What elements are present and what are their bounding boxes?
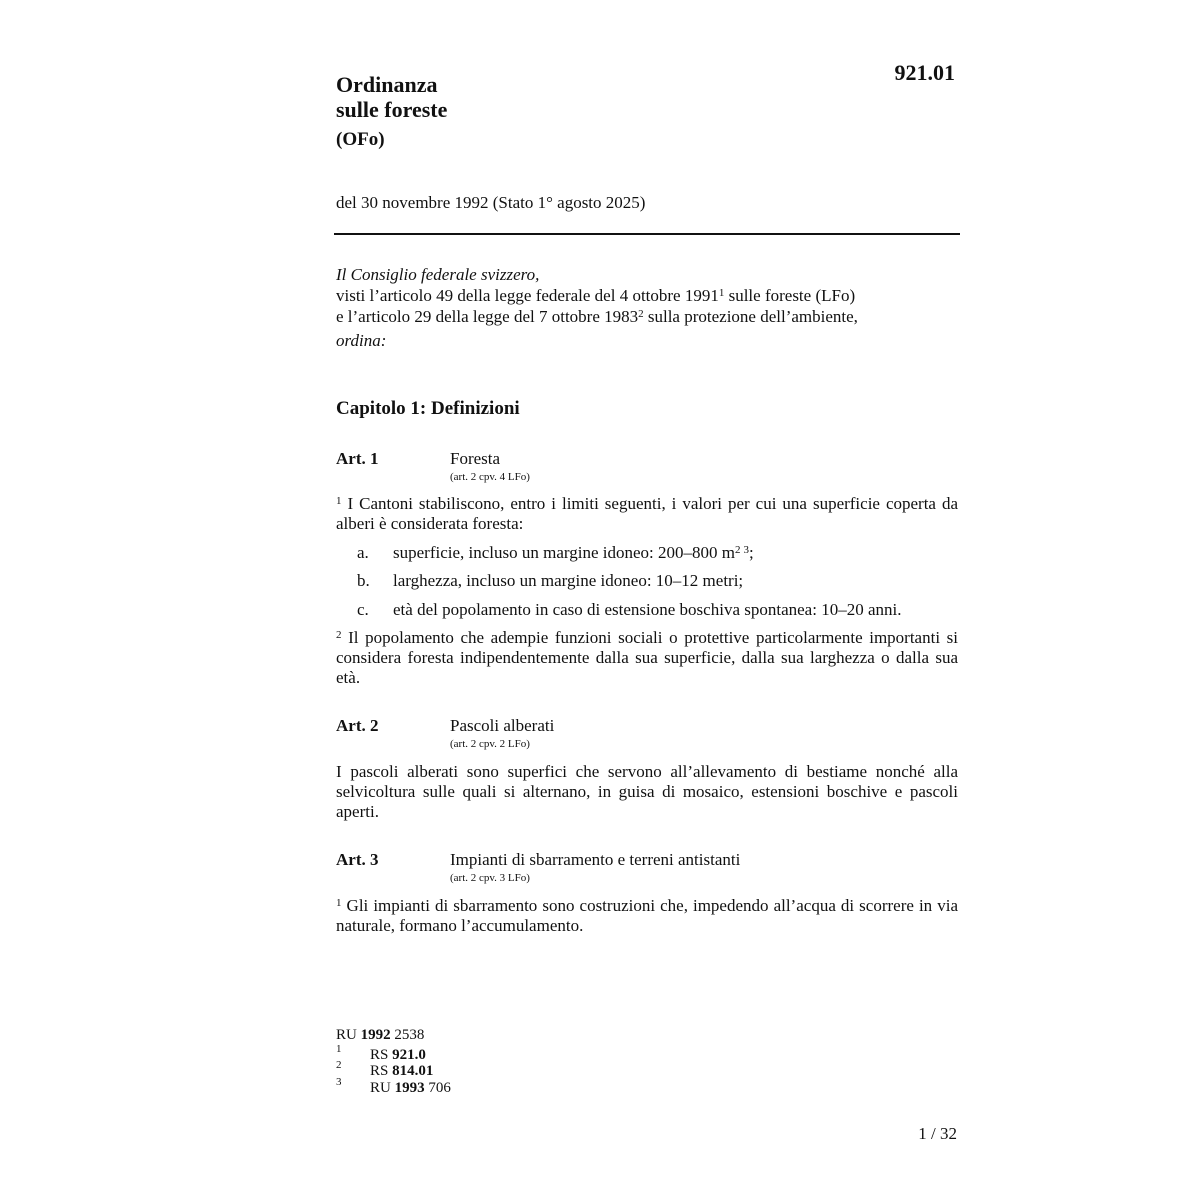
exponent: 2 — [734, 544, 741, 556]
article-3-heading — [336, 850, 960, 888]
paragraph-number: 1 — [336, 495, 342, 507]
list-text-main: superficie, incluso un margine idoneo: 200–800 m — [393, 543, 735, 562]
article-1-paragraph-1 — [336, 494, 958, 534]
ru-year: 1992 — [360, 1027, 391, 1043]
footnote-ref-3[interactable]: 3 — [743, 544, 749, 556]
chapter-1-heading: Capitolo 1: Definizioni — [336, 398, 520, 419]
preamble — [336, 264, 960, 351]
preamble-ordina: ordina: — [336, 331, 387, 350]
paragraph-text: Il popolamento che adempie funzioni sociali o protettive particolarmente importanti si considera foresta indipendentemente dalla sua superficie, dalla sua larghezza o dalla sua età. — [336, 628, 958, 687]
document-date: del 30 novembre 1992 (Stato 1° agosto 2025) — [336, 193, 646, 212]
article-2-title: Pascoli alberati — [450, 716, 555, 735]
title-line-2: sulle foreste — [336, 97, 448, 122]
list-item-a — [336, 543, 960, 565]
paragraph-text: I pascoli alberati sono superfici che servono all’allevamento di bestiame nonché alla selvicoltura sulle quali si alternano, in guisa di mosaico, estensioni boschive e pascoli aperti. — [336, 762, 958, 821]
article-2-heading — [336, 716, 960, 754]
article-1-heading — [336, 449, 960, 487]
article-1-title: Foresta — [450, 449, 501, 468]
footnote-1 — [336, 1043, 536, 1064]
footnote-prefix: RU — [370, 1080, 391, 1096]
footnote-rest: 706 — [428, 1080, 451, 1096]
header-divider — [334, 233, 960, 235]
list-letter: b. — [357, 571, 370, 590]
article-1-reference: (art. 2 cpv. 4 LFo) — [450, 471, 530, 483]
title-abbreviation: (OFo) — [336, 129, 385, 150]
list-letter: a. — [357, 543, 369, 562]
sr-number: 921.01 — [894, 60, 955, 85]
preamble-line-2-tail: sulla protezione dell’ambiente, — [643, 307, 858, 326]
list-text-tail: ; — [748, 543, 754, 562]
paragraph-number: 2 — [336, 629, 342, 641]
list-item-c — [336, 600, 960, 622]
list-text — [393, 543, 754, 563]
article-2-reference: (art. 2 cpv. 2 LFo) — [450, 738, 530, 750]
footnote-2 — [336, 1059, 536, 1080]
article-2-paragraph — [336, 762, 958, 822]
footnote-prefix: RS — [370, 1063, 389, 1079]
footnote-link[interactable]: 814.01 — [392, 1063, 434, 1079]
paragraph-text: Gli impianti di sbarramento sono costruzioni che, impedendo all’acqua di scorrere in via naturale, formano l’accumulamento. — [336, 896, 958, 935]
preamble-line-2-text: e l’articolo 29 della legge del 7 ottobre 1983 — [336, 307, 639, 326]
footnote-ref-2[interactable]: 2 — [638, 308, 644, 320]
list-text: età del popolamento in caso di estensione boschiva spontanea: 10–20 anni. — [393, 600, 902, 619]
list-text: larghezza, incluso un margine idoneo: 10–12 metri; — [393, 571, 744, 590]
ru-reference — [336, 1027, 424, 1044]
document-title — [336, 72, 447, 122]
article-3-reference: (art. 2 cpv. 3 LFo) — [450, 872, 530, 884]
footnote-link[interactable]: 1993 — [394, 1080, 425, 1096]
article-2-number: Art. 2 — [336, 716, 379, 735]
footnote-prefix: RS — [370, 1047, 389, 1063]
preamble-line-2 — [336, 306, 960, 327]
article-3-number: Art. 3 — [336, 850, 379, 869]
ru-page: 2538 — [394, 1027, 425, 1043]
footnote-link[interactable]: 921.0 — [392, 1047, 426, 1063]
list-item-b — [336, 571, 960, 593]
page-number: 1 / 32 — [918, 1124, 957, 1143]
preamble-line-1-text: visti l’articolo 49 della legge federale del 4 ottobre 1991 — [336, 286, 719, 305]
title-line-1: Ordinanza — [336, 72, 438, 97]
footnote-number: 2 — [336, 1059, 342, 1071]
preamble-line-1-tail: sulle foreste (LFo) — [724, 286, 856, 305]
list-letter: c. — [357, 600, 369, 619]
article-3-title: Impianti di sbarramento e terreni antistanti — [450, 850, 741, 869]
paragraph-number: 1 — [336, 897, 342, 909]
footnote-number: 3 — [336, 1076, 342, 1088]
preamble-authority: Il Consiglio federale svizzero, — [336, 265, 540, 284]
preamble-line-1 — [336, 285, 960, 306]
paragraph-text: I Cantoni stabiliscono, entro i limiti seguenti, i valori per cui una superficie coperta da alberi è considerata foresta: — [336, 494, 958, 533]
footnote-number: 1 — [336, 1043, 342, 1055]
ru-prefix: RU — [336, 1027, 357, 1043]
article-1-number: Art. 1 — [336, 449, 379, 468]
article-1-paragraph-2 — [336, 628, 958, 688]
footnote-3 — [336, 1076, 536, 1097]
footnote-ref-1[interactable]: 1 — [718, 287, 725, 299]
article-3-paragraph-1 — [336, 896, 958, 936]
